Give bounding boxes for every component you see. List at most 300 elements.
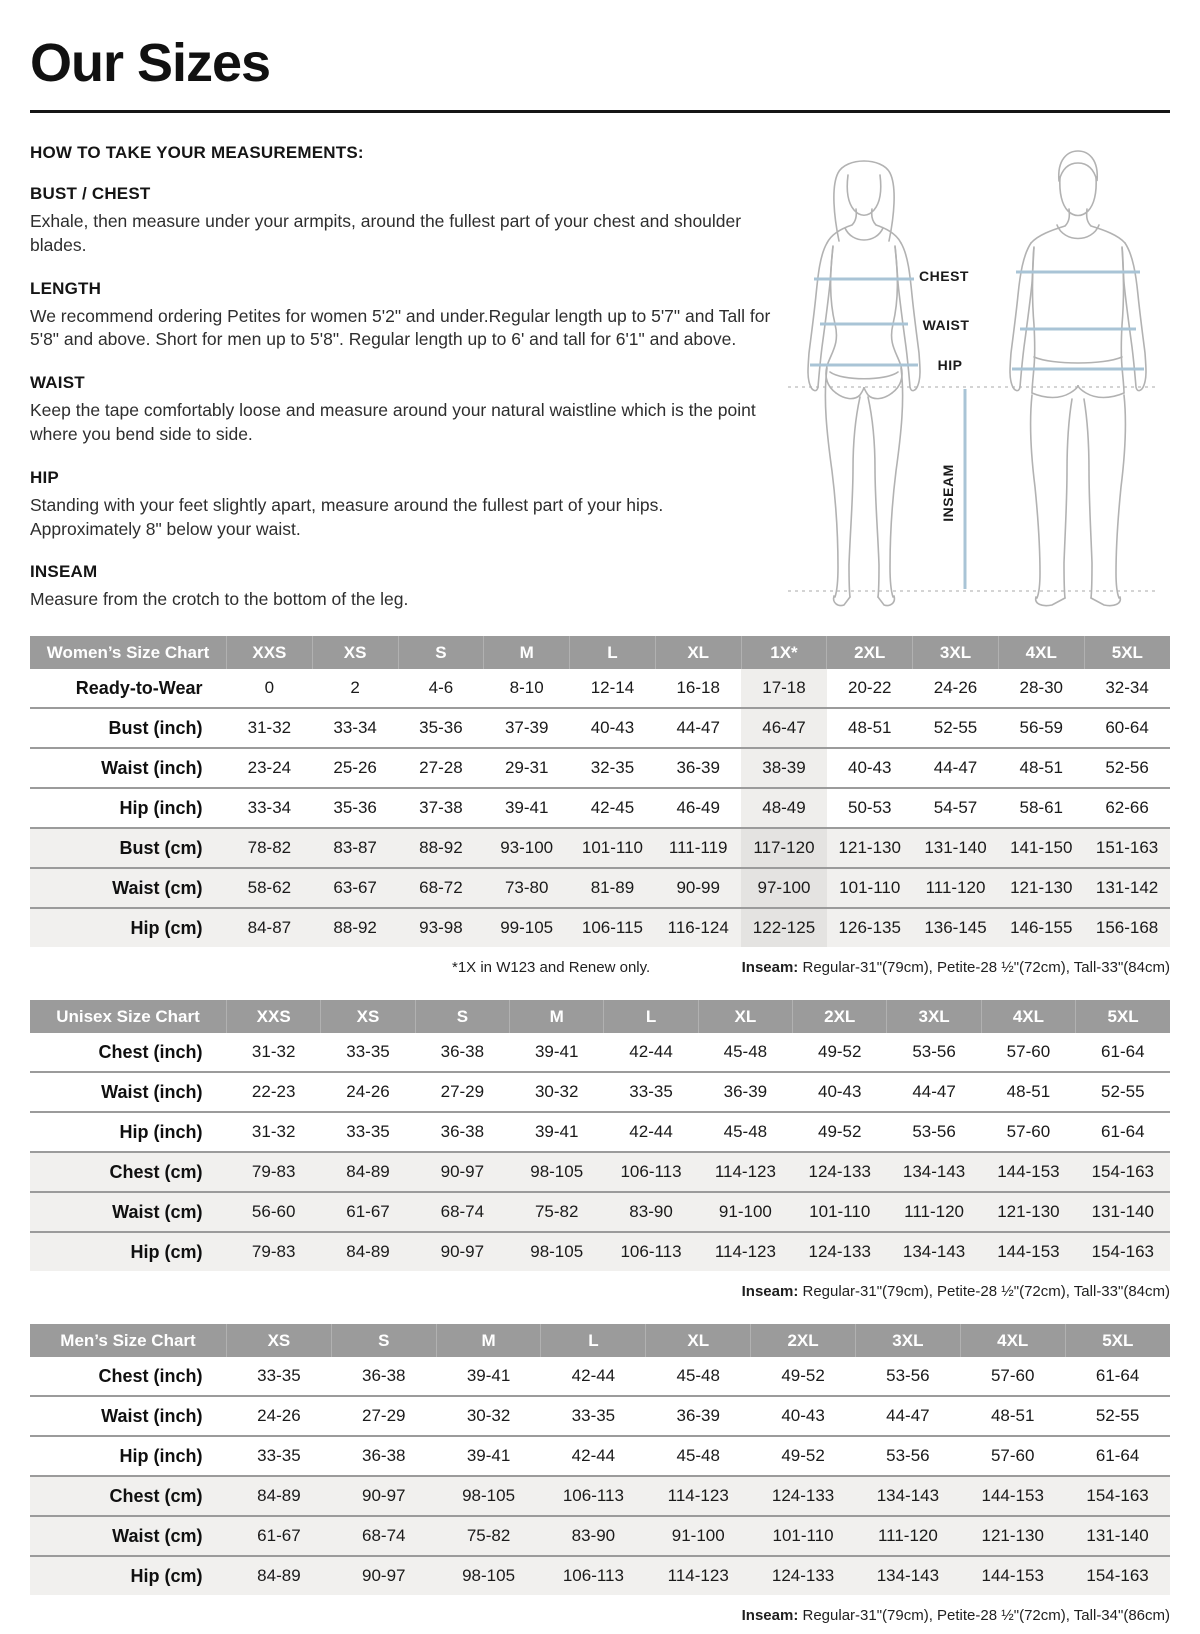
size-column-header: M (436, 1324, 541, 1357)
table-row (30, 1396, 1170, 1436)
size-value-cell: 53-56 (886, 1366, 930, 1386)
size-value-cell: 33-34 (227, 788, 313, 828)
row-label: Chest (cm) (30, 1152, 227, 1192)
row-label: Chest (inch) (98, 1041, 203, 1062)
size-value-cell: 40-43 (793, 1072, 887, 1112)
row-label: Hip (inch) (30, 1436, 227, 1476)
size-value-cell: 33-35 (604, 1072, 698, 1112)
size-column-header: XS (227, 1324, 332, 1357)
title-divider (30, 110, 1170, 113)
table-row (30, 748, 1170, 788)
unisex-inseam-footnote (742, 1283, 1170, 1300)
table-row (30, 1033, 1170, 1072)
size-value-cell: 156-168 (1084, 908, 1170, 947)
size-column-header: 5XL (1065, 1324, 1170, 1357)
section-heading-hip: HIP (30, 467, 59, 487)
size-value-cell: 22-23 (227, 1072, 321, 1112)
size-value-cell: 36-39 (698, 1072, 792, 1112)
body-measurement-illustration (772, 141, 1170, 611)
unisex-size-chart-block (30, 1000, 1170, 1300)
mens-size-table (30, 1324, 1170, 1595)
table-row (30, 868, 1170, 908)
size-value-cell: 57-60 (990, 1366, 1035, 1386)
size-value-cell: 90-97 (331, 1476, 436, 1516)
measurement-diagram (772, 141, 1170, 611)
size-value-cell: 111-120 (887, 1192, 981, 1232)
size-value-cell: 20-22 (848, 678, 892, 698)
row-label: Chest (cm) (30, 1476, 227, 1516)
inseam-footnote-text: Regular-31"(79cm), Petite-28 ½"(72cm), Tall-34"(86cm) (798, 1607, 1170, 1625)
size-value-cell: 52-55 (1065, 1396, 1170, 1436)
size-value-cell: 136-145 (913, 908, 999, 947)
size-value-cell: 52-55 (913, 708, 999, 748)
size-value-cell: 57-60 (960, 1436, 1065, 1476)
size-value-cell: 144-153 (981, 1152, 1075, 1192)
size-value-cell: 106-113 (604, 1152, 698, 1192)
size-value-cell: 134-143 (887, 1232, 981, 1271)
section-heading-waist: WAIST (30, 373, 85, 393)
size-value-cell: 52-56 (1084, 748, 1170, 788)
row-label: Hip (inch) (30, 788, 227, 828)
size-value-cell: 42-44 (604, 1112, 698, 1152)
size-value-cell: 27-28 (398, 748, 484, 788)
size-value-cell: 134-143 (887, 1152, 981, 1192)
womens-inseam-footnote (742, 959, 1170, 976)
woman-figure-outline (808, 161, 920, 606)
size-value-cell: 75-82 (510, 1192, 604, 1232)
size-value-cell: 154-163 (1076, 1152, 1170, 1192)
size-value-cell: 45-48 (676, 1366, 720, 1386)
size-column-header: 5XL (1076, 1000, 1170, 1033)
size-value-cell: 134-143 (855, 1556, 960, 1595)
size-column-header: XS (321, 1000, 415, 1033)
size-value-cell: 49-52 (751, 1436, 856, 1476)
size-value-cell: 46-49 (655, 788, 741, 828)
size-value-cell: 44-47 (887, 1072, 981, 1112)
size-value-cell: 33-35 (227, 1436, 332, 1476)
size-value-cell: 91-100 (646, 1516, 751, 1556)
table-row (30, 669, 1170, 708)
size-value-cell: 49-52 (793, 1112, 887, 1152)
size-value-cell: 56-60 (227, 1192, 321, 1232)
section-heading-inseam: INSEAM (30, 562, 98, 582)
size-column-header: S (415, 1000, 509, 1033)
size-value-cell: 97-100 (741, 868, 827, 908)
size-value-cell: 58-62 (227, 868, 313, 908)
inseam-footnote-text: Regular-31"(79cm), Petite-28 ½"(72cm), Tall-33"(84cm) (798, 1283, 1170, 1301)
size-value-cell: 111-120 (913, 868, 999, 908)
row-label: Waist (inch) (30, 748, 227, 788)
chest-label: CHEST (919, 268, 969, 284)
size-value-cell: 101-110 (827, 868, 913, 908)
size-value-cell: 99-105 (484, 908, 570, 947)
table-row (30, 708, 1170, 748)
size-value-cell: 50-53 (827, 788, 913, 828)
size-value-cell: 48-49 (741, 788, 827, 828)
inseam-footnote-label: Inseam: (741, 959, 799, 977)
row-label: Waist (cm) (30, 1192, 227, 1232)
size-value-cell: 90-97 (415, 1232, 509, 1271)
size-value-cell: 111-120 (855, 1516, 960, 1556)
size-column-header: XS (312, 636, 398, 669)
size-value-cell: 39-41 (484, 788, 570, 828)
size-value-cell: 28-30 (1019, 678, 1064, 698)
size-value-cell: 83-90 (604, 1192, 698, 1232)
size-value-cell: 52-55 (1076, 1072, 1170, 1112)
table-row (30, 828, 1170, 868)
size-column-header: L (570, 636, 656, 669)
size-column-header: XL (655, 636, 741, 669)
table-title: Unisex Size Chart (30, 1000, 227, 1033)
size-column-header: XXS (227, 1000, 321, 1033)
size-value-cell: 84-89 (321, 1232, 415, 1271)
size-value-cell: 39-41 (510, 1112, 604, 1152)
measurement-instructions (30, 141, 772, 612)
size-value-cell: 31-32 (227, 708, 313, 748)
size-value-cell: 53-56 (855, 1436, 960, 1476)
size-value-cell: 134-143 (855, 1476, 960, 1516)
size-column-header: 2XL (827, 636, 913, 669)
mens-size-chart-block (30, 1324, 1170, 1624)
size-value-cell: 114-123 (646, 1556, 751, 1595)
row-label: Bust (cm) (30, 828, 227, 868)
size-value-cell: 121-130 (998, 868, 1084, 908)
size-value-cell: 54-57 (913, 788, 999, 828)
size-value-cell: 23-24 (227, 748, 313, 788)
size-value-cell: 33-35 (541, 1396, 646, 1436)
size-value-cell: 116-124 (655, 908, 741, 947)
size-value-cell: 44-47 (855, 1396, 960, 1436)
row-label: Waist (inch) (30, 1396, 227, 1436)
size-value-cell: 154-163 (1065, 1476, 1170, 1516)
size-value-cell: 49-52 (817, 1042, 862, 1062)
size-value-cell: 111-119 (655, 828, 741, 868)
size-value-cell: 33-35 (346, 1042, 390, 1062)
size-value-cell: 58-61 (998, 788, 1084, 828)
one-x-footnote: *1X in W123 and Renew only. (452, 959, 651, 977)
table-row (30, 1152, 1170, 1192)
size-value-cell: 154-163 (1076, 1232, 1170, 1271)
size-value-cell: 29-31 (484, 748, 570, 788)
size-value-cell: 106-113 (541, 1556, 646, 1595)
size-value-cell: 37-39 (484, 708, 570, 748)
size-column-header: 4XL (998, 636, 1084, 669)
table-row (30, 908, 1170, 947)
section-body-hip: Standing with your feet slightly apart, measure around the fullest part of your hips. Approximately 8" below your waist. (30, 494, 664, 539)
table-header-row (30, 1000, 1170, 1033)
womens-table-footnotes (30, 959, 1170, 976)
size-value-cell: 79-83 (227, 1152, 321, 1192)
size-value-cell: 45-48 (723, 1042, 768, 1062)
inseam-label: INSEAM (940, 464, 956, 522)
size-value-cell: 32-34 (1105, 678, 1149, 698)
size-value-cell: 37-38 (398, 788, 484, 828)
size-value-cell: 45-48 (698, 1112, 792, 1152)
size-value-cell: 83-90 (541, 1516, 646, 1556)
size-value-cell: 121-130 (981, 1192, 1075, 1232)
size-column-header: 4XL (960, 1324, 1065, 1357)
size-column-header: 4XL (981, 1000, 1075, 1033)
size-value-cell: 98-105 (436, 1556, 541, 1595)
size-column-header: 2XL (751, 1324, 856, 1357)
size-value-cell: 53-56 (912, 1042, 956, 1062)
size-value-cell: 124-133 (751, 1556, 856, 1595)
size-value-cell: 42-44 (541, 1436, 646, 1476)
table-row (30, 1357, 1170, 1396)
size-value-cell: 106-113 (541, 1476, 646, 1516)
size-value-cell: 114-123 (698, 1152, 792, 1192)
size-value-cell: 30-32 (436, 1396, 541, 1436)
row-label: Chest (inch) (98, 1365, 203, 1386)
row-label: Waist (cm) (30, 868, 227, 908)
man-figure-outline (1010, 151, 1146, 606)
size-value-cell: 84-89 (321, 1152, 415, 1192)
size-column-header: XXS (227, 636, 313, 669)
size-value-cell: 151-163 (1084, 828, 1170, 868)
table-row (30, 1192, 1170, 1232)
size-value-cell: 101-110 (793, 1192, 887, 1232)
size-value-cell: 154-163 (1065, 1556, 1170, 1595)
size-value-cell: 27-29 (415, 1072, 509, 1112)
size-value-cell: 122-125 (741, 908, 827, 947)
section-body-inseam: Measure from the crotch to the bottom of the leg. (30, 589, 409, 610)
size-value-cell: 75-82 (436, 1516, 541, 1556)
mens-inseam-footnote (742, 1607, 1170, 1624)
size-value-cell: 40-43 (570, 708, 656, 748)
size-value-cell: 4-6 (428, 678, 454, 698)
size-value-cell: 48-51 (998, 748, 1084, 788)
size-value-cell: 68-72 (398, 868, 484, 908)
size-column-header: L (604, 1000, 698, 1033)
size-value-cell: 93-100 (484, 828, 570, 868)
size-value-cell: 88-92 (398, 828, 484, 868)
waist-label: WAIST (922, 317, 970, 333)
size-column-header: 3XL (887, 1000, 981, 1033)
inseam-footnote-label: Inseam: (741, 1607, 799, 1625)
size-value-cell: 60-64 (1084, 708, 1170, 748)
size-value-cell: 62-66 (1084, 788, 1170, 828)
size-value-cell: 117-120 (741, 828, 827, 868)
size-value-cell: 40-43 (827, 748, 913, 788)
size-column-header: L (541, 1324, 646, 1357)
size-value-cell: 83-87 (312, 828, 398, 868)
size-value-cell: 30-32 (510, 1072, 604, 1112)
size-value-cell: 8-10 (509, 678, 544, 698)
size-value-cell: 61-64 (1095, 1366, 1140, 1386)
size-value-cell: 17-18 (741, 669, 827, 708)
size-value-cell: 57-60 (981, 1112, 1075, 1152)
size-value-cell: 61-67 (227, 1516, 332, 1556)
table-row (30, 1112, 1170, 1152)
size-value-cell: 84-89 (227, 1476, 332, 1516)
size-value-cell: 36-39 (655, 748, 741, 788)
size-value-cell: 24-26 (321, 1072, 415, 1112)
size-value-cell: 31-32 (251, 1042, 296, 1062)
size-value-cell: 78-82 (227, 828, 313, 868)
size-value-cell: 98-105 (510, 1232, 604, 1271)
size-column-header: 3XL (913, 636, 999, 669)
size-value-cell: 61-64 (1076, 1112, 1170, 1152)
size-value-cell: 63-67 (312, 868, 398, 908)
size-value-cell: 25-26 (312, 748, 398, 788)
table-row (30, 1436, 1170, 1476)
size-value-cell: 131-140 (1076, 1192, 1170, 1232)
size-value-cell: 12-14 (590, 678, 635, 698)
size-value-cell: 36-38 (415, 1112, 509, 1152)
page-title: Our Sizes (30, 33, 271, 93)
size-column-header: 2XL (793, 1000, 887, 1033)
size-value-cell: 44-47 (655, 708, 741, 748)
size-value-cell: 56-59 (998, 708, 1084, 748)
size-value-cell: 68-74 (331, 1516, 436, 1556)
size-value-cell: 84-89 (227, 1556, 332, 1595)
size-value-cell: 61-64 (1101, 1042, 1145, 1062)
size-value-cell: 90-99 (655, 868, 741, 908)
size-value-cell: 24-26 (933, 678, 978, 698)
size-value-cell: 90-97 (331, 1556, 436, 1595)
row-label: Bust (inch) (30, 708, 227, 748)
row-label: Waist (inch) (30, 1072, 227, 1112)
size-value-cell: 36-38 (331, 1436, 436, 1476)
size-value-cell: 38-39 (741, 748, 827, 788)
size-value-cell: 33-35 (321, 1112, 415, 1152)
size-value-cell: 42-44 (629, 1042, 673, 1062)
unisex-table-footnotes (30, 1283, 1170, 1300)
size-value-cell: 33-35 (257, 1366, 301, 1386)
size-value-cell: 2 (350, 678, 360, 698)
measurements-section (30, 141, 1170, 612)
section-body-waist: Keep the tape comfortably loose and measure around your natural waistline which is the point where you bend side to side. (30, 400, 756, 444)
section-heading-length: LENGTH (30, 278, 102, 298)
size-value-cell: 98-105 (436, 1476, 541, 1516)
size-value-cell: 46-47 (741, 708, 827, 748)
size-value-cell: 48-51 (960, 1396, 1065, 1436)
row-label: Hip (inch) (30, 1112, 227, 1152)
size-value-cell: 84-87 (227, 908, 313, 947)
section-heading-bust-chest: BUST / CHEST (30, 184, 151, 203)
size-value-cell: 27-29 (331, 1396, 436, 1436)
size-value-cell: 36-39 (646, 1396, 751, 1436)
size-value-cell: 31-32 (227, 1112, 321, 1152)
size-value-cell: 42-44 (571, 1366, 616, 1386)
size-value-cell: 39-41 (436, 1436, 541, 1476)
size-value-cell: 90-97 (415, 1152, 509, 1192)
size-value-cell: 53-56 (887, 1112, 981, 1152)
size-value-cell: 49-52 (781, 1366, 825, 1386)
table-row (30, 788, 1170, 828)
mens-table-footnotes (30, 1607, 1170, 1624)
table-row (30, 1516, 1170, 1556)
inseam-footnote-label: Inseam: (741, 1283, 799, 1301)
size-value-cell: 98-105 (510, 1152, 604, 1192)
womens-size-table (30, 636, 1170, 947)
size-column-header: 3XL (855, 1324, 960, 1357)
size-column-header: M (484, 636, 570, 669)
size-value-cell: 131-142 (1084, 868, 1170, 908)
size-value-cell: 36-38 (440, 1042, 485, 1062)
size-value-cell: 101-110 (570, 828, 656, 868)
size-value-cell: 32-35 (570, 748, 656, 788)
size-value-cell: 106-113 (604, 1232, 698, 1271)
size-value-cell: 93-98 (398, 908, 484, 947)
size-value-cell: 33-34 (312, 708, 398, 748)
size-value-cell: 124-133 (751, 1476, 856, 1516)
size-value-cell: 121-130 (827, 828, 913, 868)
size-value-cell: 48-51 (981, 1072, 1075, 1112)
size-column-header: S (331, 1324, 436, 1357)
inseam-footnote-text: Regular-31"(79cm), Petite-28 ½"(72cm), Tall-33"(84cm) (798, 959, 1170, 977)
size-value-cell: 144-153 (960, 1476, 1065, 1516)
size-value-cell: 35-36 (398, 708, 484, 748)
table-row (30, 1476, 1170, 1516)
row-label: Ready-to-Wear (75, 677, 203, 698)
size-value-cell: 146-155 (998, 908, 1084, 947)
section-body-length: We recommend ordering Petites for women 5'2" and under.Regular length up to 5'7" and Tall for 5'8" and above. Short for men up to 5'8". Regular length up to 6' and tall for 6'1" and above. (30, 305, 771, 350)
row-label: Waist (cm) (30, 1516, 227, 1556)
table-row (30, 1232, 1170, 1271)
table-header-row (30, 1324, 1170, 1357)
size-value-cell: 144-153 (981, 1232, 1075, 1271)
size-value-cell: 61-64 (1065, 1436, 1170, 1476)
size-value-cell: 42-45 (570, 788, 656, 828)
size-value-cell: 0 (264, 678, 275, 698)
table-row (30, 1072, 1170, 1112)
size-value-cell: 141-150 (998, 828, 1084, 868)
section-body-bust-chest: Exhale, then measure under your armpits, around the fullest part of your chest and shoulder blades. (30, 211, 742, 255)
size-column-header: 5XL (1084, 636, 1170, 669)
table-title: Men’s Size Chart (30, 1324, 227, 1357)
size-value-cell: 81-89 (570, 868, 656, 908)
size-value-cell: 39-41 (534, 1042, 579, 1062)
row-label: Hip (cm) (30, 1232, 227, 1271)
hip-label: HIP (937, 357, 963, 373)
size-value-cell: 16-18 (676, 678, 720, 698)
size-column-header: M (510, 1000, 604, 1033)
size-value-cell: 61-67 (321, 1192, 415, 1232)
unisex-size-table (30, 1000, 1170, 1271)
size-value-cell: 48-51 (827, 708, 913, 748)
size-value-cell: 106-115 (570, 908, 656, 947)
table-header-row (30, 636, 1170, 669)
size-value-cell: 24-26 (227, 1396, 332, 1436)
size-value-cell: 131-140 (1065, 1516, 1170, 1556)
size-value-cell: 40-43 (751, 1396, 856, 1436)
size-column-header: XL (646, 1324, 751, 1357)
size-value-cell: 57-60 (1006, 1042, 1051, 1062)
size-value-cell: 88-92 (312, 908, 398, 947)
size-value-cell: 101-110 (751, 1516, 856, 1556)
size-column-header: XL (698, 1000, 792, 1033)
size-value-cell: 114-123 (698, 1232, 792, 1271)
size-value-cell: 44-47 (913, 748, 999, 788)
row-label: Hip (cm) (30, 1556, 227, 1595)
size-value-cell: 35-36 (312, 788, 398, 828)
size-value-cell: 45-48 (646, 1436, 751, 1476)
table-row (30, 1556, 1170, 1595)
size-value-cell: 131-140 (913, 828, 999, 868)
row-label: Hip (cm) (30, 908, 227, 947)
table-title: Women’s Size Chart (30, 636, 227, 669)
size-value-cell: 68-74 (415, 1192, 509, 1232)
size-value-cell: 124-133 (793, 1152, 887, 1192)
womens-size-chart-block (30, 636, 1170, 976)
size-value-cell: 91-100 (698, 1192, 792, 1232)
size-value-cell: 79-83 (227, 1232, 321, 1271)
size-value-cell: 144-153 (960, 1556, 1065, 1595)
size-value-cell: 36-38 (362, 1366, 406, 1386)
instructions-heading: HOW TO TAKE YOUR MEASUREMENTS: (30, 143, 364, 162)
size-column-header: S (398, 636, 484, 669)
